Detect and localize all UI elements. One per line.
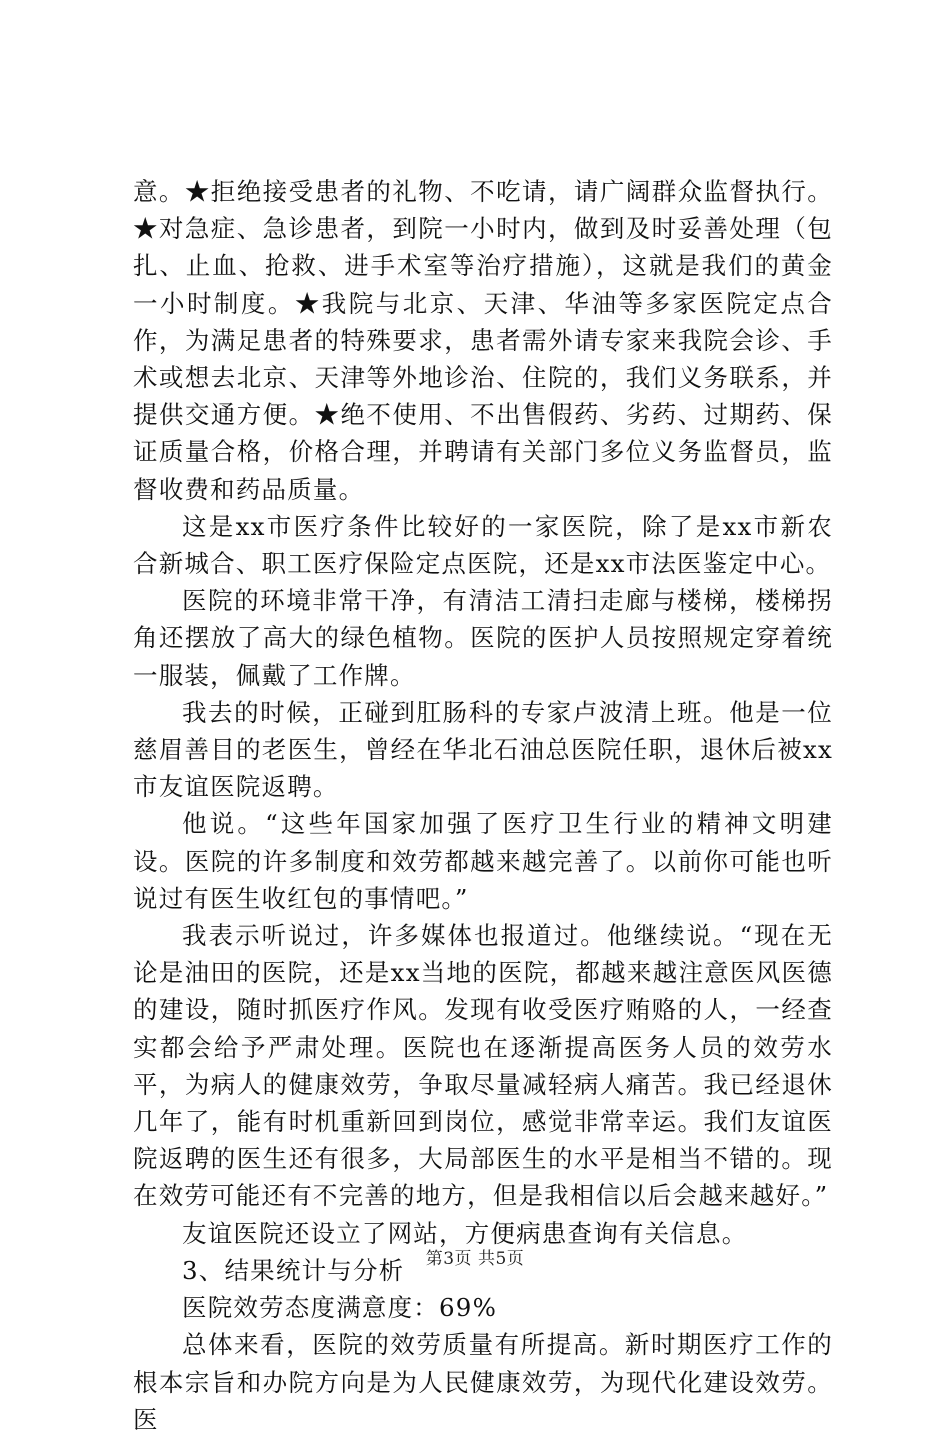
page-footer: 第3页 共5页 <box>425 1249 525 1269</box>
paragraph-1: 意。★拒绝接受患者的礼物、不吃请，请广阔群众监督执行。★对急症、急诊患者，到院一小时内，做到及时妥善处理（包扎、止血、抢救、进手术室等治疗措施），这就是我们的黄金一小时制度。★我院与北京、天津、华油等多家医院定点合作，为满足患者的特殊要求，患者需外请专家来我院会诊、手术或想去北京、天津等外地诊治、住院的，我们义务联系，并提供交通方便。★绝不使用、不出售假药、劣药、过期药、保证质量合格，价格合理，并聘请有关部门多位义务监督员，监督收费和药品质量。 <box>133 177 833 504</box>
paragraph-3: 医院的环境非常干净，有清洁工清扫走廊与楼梯，楼梯拐角还摆放了高大的绿色植物。医院的医护人员按照规定穿着统一服装，佩戴了工作牌。 <box>133 586 833 690</box>
section-heading: 3、结果统计与分析 <box>182 1255 405 1285</box>
paragraph-7: 友谊医院还设立了网站，方便病患查询有关信息。 <box>182 1218 748 1248</box>
paragraph-6: 我表示听说过，许多媒体也报道过。他继续说。“现在无论是油田的医院，还是xx当地的医院，都越来越注意医风医德的建设，随时抓医疗作风。发现有收受医疗贿赂的人，一经查实都会给予严肃处理。医院也在逐渐提高医务人员的效劳水平，为病人的健康效劳，争取尽量减轻病人痛苦。我已经退休几年了，能有时机重新回到岗位，感觉非常幸运。我们友谊医院返聘的医生还有很多，大局部医生的水平是相当不错的。现在效劳可能还有不完善的地方，但是我相信以后会越来越好。” <box>133 921 833 1211</box>
satisfaction-stat: 医院效劳态度满意度：69% <box>182 1293 498 1323</box>
paragraph-5: 他说。“这些年国家加强了医疗卫生行业的精神文明建设。医院的许多制度和效劳都越来越完善了。以前你可能也听说过有医生收红包的事情吧。” <box>133 809 833 913</box>
paragraph-4: 我去的时候，正碰到肛肠科的专家卢波清上班。他是一位慈眉善目的老医生，曾经在华北石油总医院任职，退休后被xx市友谊医院返聘。 <box>133 697 833 802</box>
paragraph-2: 这是xx市医疗条件比较好的一家医院，除了是xx市新农合新城合、职工医疗保险定点医院，还是xx市法医鉴定中心。 <box>133 511 833 579</box>
paragraph-10: 总体来看，医院的效劳质量有所提高。新时期医疗工作的根本宗旨和办院方向是为人民健康效劳，为现代化建设效劳。医 <box>133 1330 833 1434</box>
